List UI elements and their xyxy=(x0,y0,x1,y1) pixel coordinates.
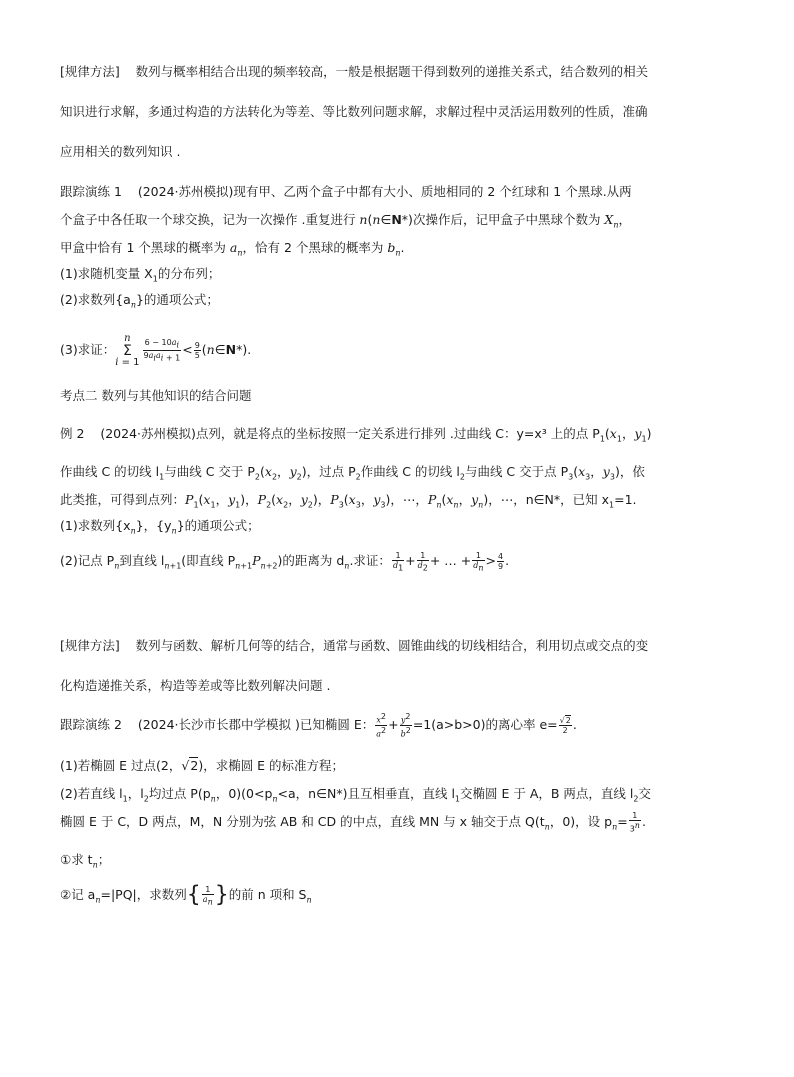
exercise-1-question-1: (1)求随机变量 $X_1$的分布列； xyxy=(60,266,221,284)
exercise-2-subquestion-2: ②记 $a_n=|PQ|$，求数列{ $\frac{1}{a_n}$ }的前 n 项和 $S_n$ xyxy=(60,882,312,908)
exercise-1-question-3: (3)求证： n Σ i = 1 $\frac{6 - 10a_i}{9a_ia_i _{+ 1}}$ < $\frac{9}{5}$ (n∈N*). xyxy=(60,332,252,368)
example-2-question-1: (1)求数列$\{x_n\}$，$\{y_n\}$的通项公式； xyxy=(60,518,260,536)
exercise-1-line-3: 甲盒中恰有 1 个黑球的概率为 $a_n$，恰有 2 个黑球的概率为 $b_n$. xyxy=(60,240,405,258)
exercise-1-line-2: 个盒子中各任取一个球交换，记为一次操作 .重复进行 n(n∈N*)次操作后，记甲盒子中黑球个数为 $X_n$， xyxy=(60,212,631,230)
method-paragraph-1-line-1: [规律方法] 数列与概率相结合出现的频率较高，一般是根据题干得到数列的递推关系式，结合数列的相关 xyxy=(60,64,649,79)
example-2-line-2: 作曲线 C 的切线 $l_1$与曲线 C 交于 $P_2(x_2$，$y_2$)，过点 $P_2$作曲线 C 的切线 $l_2$与曲线 C 交于点 $P_3(x_3$，$y_3$)，依 xyxy=(60,464,645,482)
section-title: 考点二 数列与其他知识的结合问题 xyxy=(60,388,252,403)
method-paragraph-1-line-3: 应用相关的数列知识 . xyxy=(60,144,181,159)
method-paragraph-2-line-1: [规律方法] 数列与函数、解析几何等的结合，通常与函数、圆锥曲线的切线相结合，利用切点或交点的变 xyxy=(60,638,649,653)
method-paragraph-2-line-2: 化构造递推关系，构造等差或等比数列解决问题 . xyxy=(60,678,331,693)
method-paragraph-1-line-2: 知识进行求解，多通过构造的方法转化为等差、等比数列问题求解，求解过程中灵活运用数列的性质，准确 xyxy=(60,104,648,119)
example-2-line-1: 例 2 (2024·苏州模拟)点列，就是将点的坐标按照一定关系进行排列 .过曲线 C：y=x³ 上的点 $P_1(x_1$，$y_1$) xyxy=(60,426,652,444)
exercise-2-subquestion-1: ①求 $t_n$； xyxy=(60,852,111,870)
exercise-2-question-1: (1)若椭圆 E 过点(2，√2)，求椭圆 E 的标准方程； xyxy=(60,758,345,773)
example-2-line-3: 此类推，可得到点列：$P_1(x_1$，$y_1$)，$P_2(x_2$，$y_2$)，$P_3(x_3$，$y_3$)，⋯，$P_n(x_n$，$y_n$)，⋯，n∈N*，已知 $x_1=1$. xyxy=(60,492,637,510)
exercise-2-question-2-line-2: 椭圆 E 于 C，D 两点，M，N 分别为弦 AB 和 CD 的中点，直线 MN 与 x 轴交于点 $Q(t_n$，0)，设 $p_n=$ $\frac{1}{3^n}$ . xyxy=(60,811,646,834)
exercise-1-question-2: (2)求数列$\{a_n\}$的通项公式； xyxy=(60,292,219,310)
exercise-2-question-2: (2)若直线 $l_1$，$l_2$均过点 $P(p_n$，$0)(0<p_n<a$，n∈N*)且互相垂直，直线 $l_1$交椭圆 E 于 A，B 两点，直线 $l_2$交 xyxy=(60,786,651,804)
exercise-2-line-1: 跟踪演练 2 (2024·长沙市长郡中学模拟 )已知椭圆 E： $\frac{x^2}{a^2}$ + $\frac{y^2}{b^2}$ =1(a>b>0)的离心率 e= $\frac{√2}{2}$ . xyxy=(60,712,577,739)
exercise-1-line-1: 跟踪演练 1 (2024·苏州模拟)现有甲、乙两个盒子中都有大小、质地相同的 2 个红球和 1 个黑球.从两 xyxy=(60,184,632,199)
example-2-question-2: (2)记点 $P_n$到直线 $l_{n+1}$(即直线 $P_{n+1}P_{n+2}$)的距离为 $d_n$.求证： $\frac{1}{d_1}$ + $\frac{1}{d_2}$ + … + $\frac{1}{d_n}$ > $\frac{4}{9}$ . xyxy=(60,550,510,573)
